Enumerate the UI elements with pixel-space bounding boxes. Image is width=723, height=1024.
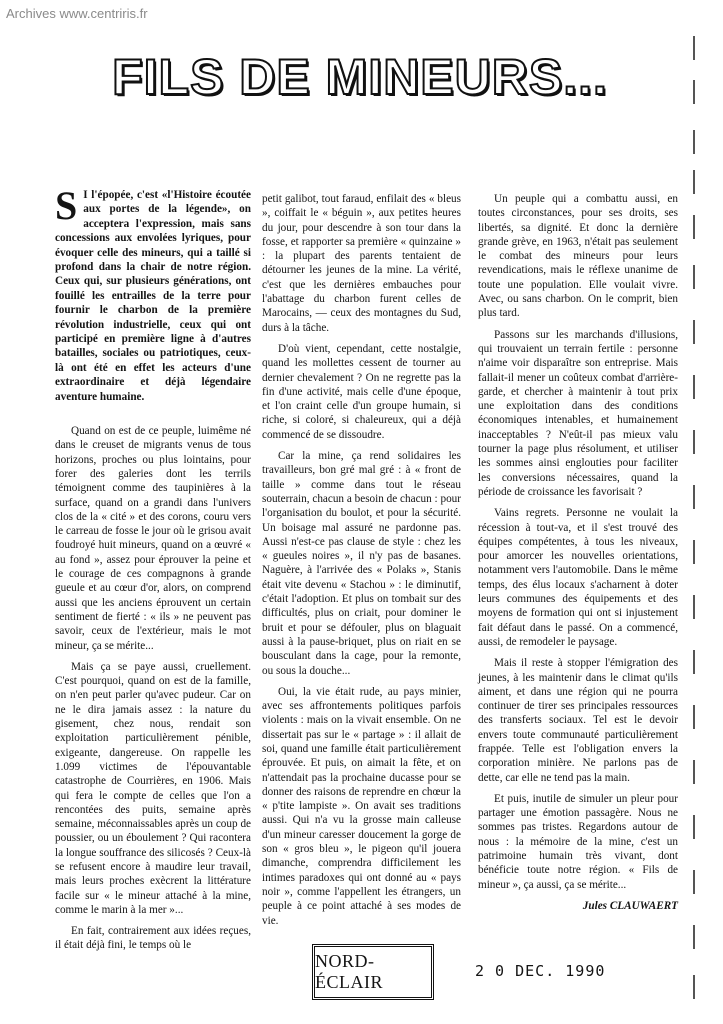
- paragraph: En fait, contrairement aux idées reçues, il était déjà fini, le temps où le: [55, 925, 251, 952]
- paragraph: Un peuple qui a combattu aussi, en toutes circonstances, pour ses droits, ses libertés, sa dignité. Et donc la dernière grande grève, en 1963, n'était pas seulement le combat des mineurs pour leurs revendications, mais le réflexe unanime de toute une population. Elle voulait vivre. Avec, ou sans charbon. On le comprit, bien plus tard.: [478, 193, 678, 320]
- edge-mark: [693, 375, 695, 399]
- edge-mark: [693, 760, 695, 784]
- paragraph: Vains regrets. Personne ne voulait la récession à tout-va, et il s'est trouvé des équipes compétentes, à tous les niveaux, pour amorcer les nouvelles orientations, notamment vers l'automobile. Dans le même temps, des élus locaux s'acharnent à doter leurs communes des équipements et des moyens de formation qui ont si injustement fait défaut dans le passé. On a commencé, aussi, de remodeler le paysage.: [478, 507, 678, 648]
- paragraph: Mais il reste à stopper l'émigration des jeunes, à les maintenir dans le climat qu'ils aiment, et dans une région qui ne pourra continuer de tirer ses principales ressources des transferts sociaux. Tel est le devoir envers toute communauté particulièrement frappée. Telle est l'obligation envers la corporation minière. Ne parlons pas de dette, car elle ne tend pas la main.: [478, 657, 678, 784]
- edge-mark: [693, 705, 695, 729]
- edge-mark: [693, 595, 695, 619]
- paragraph: Et puis, inutile de simuler un pleur pour partager une émotion passagère. Nous ne sommes pas tristes. Regardons autour de nous : la mémoire de la mine, c'est un patrimoine humain très vivant, dont bénéficie toute notre région. « Fils de mineur », ça aussi, ça se mérite...: [478, 792, 678, 891]
- paragraph: petit galibot, tout faraud, enfilait des « bleus », coiffait le « béguin », aux petites heures du jour, pour descendre à son tour dans la fosse, et rapporter sa première « quinzaine » : la plupart des parents tentaient de détourner les jeunes de la mine. La vérité, c'est que les dernières embauches pour l'abattage du charbon furent celles de Marocains, — ceux des montagnes du Sud, durs à la tâche.: [262, 193, 461, 334]
- article-title: FILS DE MINEURS...: [112, 49, 608, 105]
- author-signature: Jules CLAUWAERT: [582, 899, 678, 912]
- edge-mark: [693, 650, 695, 674]
- newspaper-name: NORD-ÉCLAIR: [315, 951, 383, 992]
- newspaper-masthead: [312, 944, 434, 1000]
- column-3: [478, 192, 678, 920]
- paragraph: Mais ça se paye aussi, cruellement. C'est pourquoi, quand on est de la famille, on n'en peut parler qu'avec pudeur. Car on ne le dira jamais assez : la nature du gisement, chez nous, rendait son exploitation particulièrement pénible, exigeante, dangereuse. On rappelle les 1.099 victimes de l'épouvantable catastrophe de Courrières, en 1906. Mais qui fera le compte de celles que l'on a rencontées des puits, semaine après semaine, méconnaissables après un coup de poussier, ou un éboulement ? Qui racontera la longue souffrance des silicosés ? Ceux-là se refusent encore à maudire leur travail, mais leurs proches exècrent la littérature facile sur « le mineur attaché à la mine, comme le marin à la mer »...: [55, 660, 251, 916]
- edge-mark: [693, 36, 695, 60]
- paragraph: Passons sur les marchands d'illusions, qui trouvaient un terrain fertile : personne n'aime voir disparaître son entreprise. Mais fallait-il mener un coûteux combat d'arrière-garde, et chercher à maintenir à tout prix une exploitation dans des conditions économiques intenables, et humainement inacceptables ? N'eût-il pas mieux valu tourner la page plus résolument, et utiliser les sommes ainsi englouties pour faciliter les conversions nécessaires, quand la période de croissance les favorisait ?: [478, 328, 678, 498]
- publication-date: 2 0 DEC. 1990: [475, 962, 606, 980]
- archive-watermark: Archives www.centriris.fr: [6, 6, 148, 21]
- edge-mark: [693, 485, 695, 509]
- lead-text: I l'épopée, c'est «l'Histoire écoutée aux portes de la légende», on acceptera l'expression, mais sans concessions aux envolées lyriques, pour évoquer celle des mineurs, qui a taillé si profond dans la chair de notre région. Ceux qui, sur plusieurs générations, ont fouillé les entrailles de la terre pour fournir le charbon de la première révolution industrielle, ceux qui ont participé en première ligne à d'autres batailles, sociales ou patriotiques, ceux-là ont été en effet les acteurs d'une extraordinaire et déjà légendaire aventure humaine.: [55, 189, 251, 403]
- column-1: [55, 183, 251, 960]
- drop-cap: S: [55, 183, 78, 228]
- edge-mark: [693, 870, 695, 894]
- paragraph: Quand on est de ce peuple, luimême né dans le creuset de migrants venus de tous horizons, proches ou plus lointains, pour forer des galeries dont les terrils témoignent comme des taupinières à la surface, quand on a grandi dans l'univers clos de la « cité » et des corons, couru vers le carreau de fosse le jour où le grisou avait foudroyé huit mineurs, quand on a œuvré « au fond », assez pour éprouver la peine et le courage de ces compagnons à grande gueule et au cœur d'or, alors, on comprend aussi que les anciens éprouvent un certain sentiment de fierté : « ils » ne peuvent pas savoir, ceux de l'extérieur, mais le mot mineur, ça se mérite...: [55, 425, 251, 652]
- edge-mark: [693, 320, 695, 344]
- edge-mark: [693, 815, 695, 839]
- edge-mark: [693, 265, 695, 289]
- column-2: [262, 192, 461, 935]
- edge-mark: [693, 540, 695, 564]
- paragraph: D'où vient, cependant, cette nostalgie, quand les mollettes cessent de tourner au dernier chevalement ? On ne regrette pas la fin d'une activité, mais celle d'une époque, et l'on craint celle d'un groupe humain, si riche, si coloré, si chaleureux, qui a déjà commencé de se dissoudre.: [262, 342, 461, 441]
- paragraph: Oui, la vie était rude, au pays minier, avec ses affrontements politiques parfois violents : mais on la vivait ensemble. On ne dissertait pas sur le « partage » : il allait de soi, quand une famille était particulièrement éprouvée. Et puis, on aimait la fête, et on n'attendait pas la prochaine ducasse pour se donner des raisons de reprendre en chœur la « p'tite lampiste ». On avait ses traditions aussi. Qui n'a vu la grosse main calleuse d'un mineur caresser doucement la gorge de son « gros bleu », le pigeon qu'il jouera dimanche, comprendra difficilement les intimes paradoxes qui ont donné au « pays noir », comme l'appellent les étrangers, un peuple à ce point attaché à ses modes de vie.: [262, 685, 461, 927]
- edge-mark: [693, 925, 695, 949]
- edge-mark: [693, 170, 695, 194]
- lead-paragraph: [55, 183, 251, 404]
- edge-mark: [693, 430, 695, 454]
- edge-mark: [693, 215, 695, 239]
- edge-mark: [693, 975, 695, 999]
- edge-mark: [693, 80, 695, 104]
- edge-mark: [693, 130, 695, 154]
- paragraph: Car la mine, ça rend solidaires les travailleurs, bon gré mal gré : à « front de taille » comme dans tout le réseau souterrain, chacun a besoin de chacun : pour l'organisation du boulot, et pour la sécurité. Un boisage mal assuré ne pardonne pas. Aussi n'est-ce pas clause de style : chez les « gueules noires », il n'y pas de basanes. Naguère, à l'arrivée des « Polaks », Stanis était vite devenu « Stachou » : le diminutif, c'était l'adoption. Et plus on tombait sur des difficultés, plus on criait, pour dominer le bruit et pour se défouler, plus on blaguait aussi à la pause-briquet, plus on riait en se bousculant dans la cage, pour la remonte, ou sous la douche...: [262, 450, 461, 677]
